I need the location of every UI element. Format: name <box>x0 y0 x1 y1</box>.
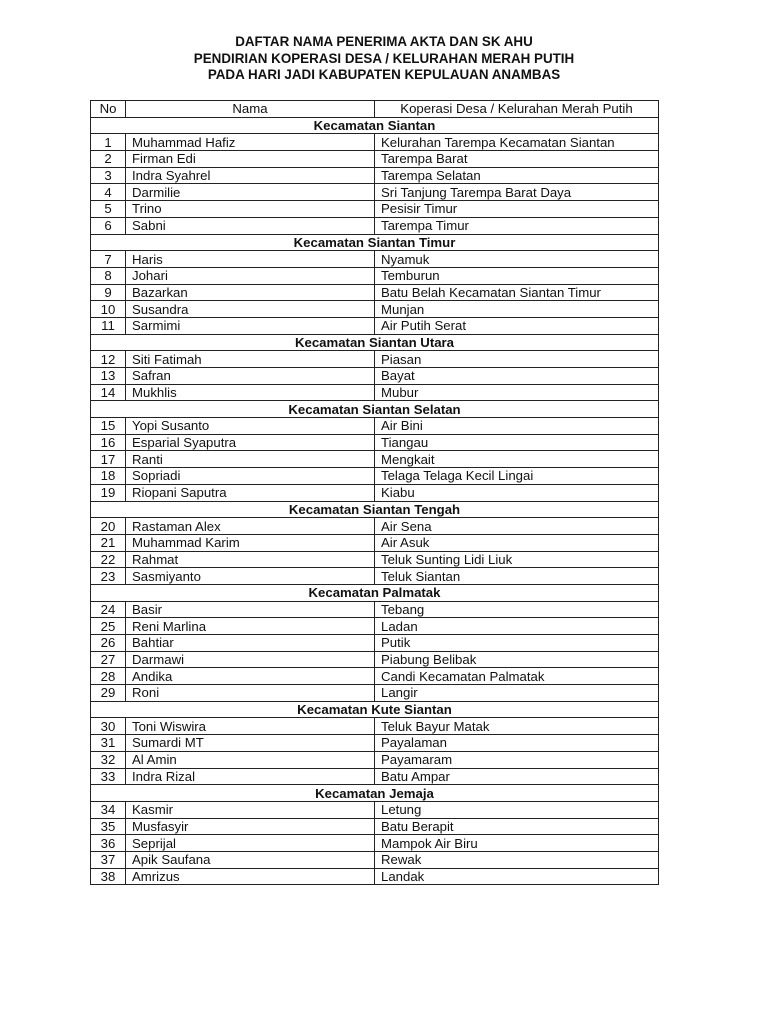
cooperative-name: Nyamuk <box>375 251 659 268</box>
row-number: 7 <box>91 251 126 268</box>
cooperative-name: Batu Berapit <box>375 818 659 835</box>
row-number: 20 <box>91 518 126 535</box>
cooperative-name: Teluk Siantan <box>375 568 659 585</box>
header-no: No <box>91 101 126 118</box>
row-number: 23 <box>91 568 126 585</box>
row-number: 9 <box>91 284 126 301</box>
row-number: 12 <box>91 351 126 368</box>
cooperative-name: Temburun <box>375 267 659 284</box>
recipient-name: Sumardi MT <box>126 735 375 752</box>
cooperative-name: Rewak <box>375 851 659 868</box>
recipient-name: Muhammad Karim <box>126 534 375 551</box>
recipient-name: Roni <box>126 685 375 702</box>
table-row <box>91 468 659 485</box>
row-number: 18 <box>91 468 126 485</box>
table-body <box>91 117 659 885</box>
row-number: 17 <box>91 451 126 468</box>
header-koperasi: Koperasi Desa / Kelurahan Merah Putih <box>375 101 659 118</box>
section-heading: Kecamatan Kute Siantan <box>91 701 659 718</box>
cooperative-name: Mubur <box>375 384 659 401</box>
recipient-name: Al Amin <box>126 751 375 768</box>
document-title <box>0 34 768 84</box>
cooperative-name: Telaga Telaga Kecil Lingai <box>375 468 659 485</box>
table-row <box>91 267 659 284</box>
cooperative-name: Air Sena <box>375 518 659 535</box>
table-row <box>91 284 659 301</box>
table-row <box>91 518 659 535</box>
recipient-name: Reni Marlina <box>126 618 375 635</box>
recipient-name: Sabni <box>126 217 375 234</box>
recipient-name: Trino <box>126 201 375 218</box>
row-number: 21 <box>91 534 126 551</box>
row-number: 10 <box>91 301 126 318</box>
recipient-name: Firman Edi <box>126 151 375 168</box>
table-row <box>91 751 659 768</box>
table-row <box>91 685 659 702</box>
recipient-name: Bahtiar <box>126 635 375 652</box>
row-number: 37 <box>91 851 126 868</box>
table-row <box>91 618 659 635</box>
row-number: 35 <box>91 818 126 835</box>
recipient-name: Sopriadi <box>126 468 375 485</box>
table-row <box>91 668 659 685</box>
cooperative-name: Piabung Belibak <box>375 651 659 668</box>
table-row <box>91 351 659 368</box>
recipient-name: Mukhlis <box>126 384 375 401</box>
table-row <box>91 568 659 585</box>
row-number: 27 <box>91 651 126 668</box>
title-line-2: PENDIRIAN KOPERASI DESA / KELURAHAN MERAH PUTIH <box>193 50 575 66</box>
title-line-1: DAFTAR NAMA PENERIMA AKTA DAN SK AHU <box>235 34 533 49</box>
cooperative-name: Sri Tanjung Tarempa Barat Daya <box>375 184 659 201</box>
recipient-name: Basir <box>126 601 375 618</box>
cooperative-name: Candi Kecamatan Palmatak <box>375 668 659 685</box>
recipient-name: Rahmat <box>126 551 375 568</box>
table-row <box>91 534 659 551</box>
table-row <box>91 451 659 468</box>
row-number: 30 <box>91 718 126 735</box>
table-row <box>91 718 659 735</box>
table-row <box>91 768 659 785</box>
recipient-name: Sarmimi <box>126 317 375 334</box>
cooperative-name: Teluk Sunting Lidi Liuk <box>375 551 659 568</box>
row-number: 24 <box>91 601 126 618</box>
recipient-name: Darmawi <box>126 651 375 668</box>
table-row <box>91 851 659 868</box>
recipient-name: Yopi Susanto <box>126 418 375 435</box>
section-row <box>91 584 659 601</box>
table-row <box>91 317 659 334</box>
row-number: 29 <box>91 685 126 702</box>
row-number: 36 <box>91 835 126 852</box>
row-number: 2 <box>91 151 126 168</box>
cooperative-name: Tarempa Selatan <box>375 167 659 184</box>
table-row <box>91 384 659 401</box>
cooperative-name: Munjan <box>375 301 659 318</box>
table-row <box>91 251 659 268</box>
cooperative-name: Batu Ampar <box>375 768 659 785</box>
table-row <box>91 818 659 835</box>
header-nama: Nama <box>126 101 375 118</box>
recipient-name: Esparial Syaputra <box>126 434 375 451</box>
cooperative-name: Piasan <box>375 351 659 368</box>
recipient-name: Johari <box>126 267 375 284</box>
section-row <box>91 701 659 718</box>
section-heading: Kecamatan Siantan Utara <box>91 334 659 351</box>
recipient-name: Sasmiyanto <box>126 568 375 585</box>
row-number: 14 <box>91 384 126 401</box>
table-row <box>91 651 659 668</box>
table-row <box>91 217 659 234</box>
recipient-name: Siti Fatimah <box>126 351 375 368</box>
row-number: 31 <box>91 735 126 752</box>
cooperative-name: Letung <box>375 801 659 818</box>
row-number: 25 <box>91 618 126 635</box>
recipient-name: Bazarkan <box>126 284 375 301</box>
row-number: 16 <box>91 434 126 451</box>
recipient-name: Haris <box>126 251 375 268</box>
cooperative-name: Air Bini <box>375 418 659 435</box>
cooperative-name: Landak <box>375 868 659 885</box>
cooperative-name: Bayat <box>375 368 659 385</box>
table-row <box>91 484 659 501</box>
section-heading: Kecamatan Palmatak <box>91 584 659 601</box>
table-row <box>91 151 659 168</box>
section-row <box>91 785 659 802</box>
cooperative-name: Air Putih Serat <box>375 317 659 334</box>
section-heading: Kecamatan Siantan Selatan <box>91 401 659 418</box>
row-number: 22 <box>91 551 126 568</box>
section-heading: Kecamatan Siantan Tengah <box>91 501 659 518</box>
recipient-name: Seprijal <box>126 835 375 852</box>
cooperative-name: Kelurahan Tarempa Kecamatan Siantan <box>375 134 659 151</box>
section-heading: Kecamatan Siantan <box>91 117 659 134</box>
recipient-name: Toni Wiswira <box>126 718 375 735</box>
section-row <box>91 234 659 251</box>
cooperative-name: Tarempa Timur <box>375 217 659 234</box>
section-row <box>91 501 659 518</box>
cooperative-name: Ladan <box>375 618 659 635</box>
title-line-3: PADA HARI JADI KABUPATEN KEPULAUAN ANAMBAS <box>207 67 561 83</box>
recipient-name: Darmilie <box>126 184 375 201</box>
section-row <box>91 401 659 418</box>
recipient-name: Ranti <box>126 451 375 468</box>
table-row <box>91 801 659 818</box>
cooperative-name: Putik <box>375 635 659 652</box>
row-number: 38 <box>91 868 126 885</box>
row-number: 5 <box>91 201 126 218</box>
recipient-name: Safran <box>126 368 375 385</box>
cooperative-name: Pesisir Timur <box>375 201 659 218</box>
row-number: 33 <box>91 768 126 785</box>
cooperative-name: Payalaman <box>375 735 659 752</box>
table-row <box>91 551 659 568</box>
cooperative-name: Tiangau <box>375 434 659 451</box>
table-row <box>91 368 659 385</box>
table-row <box>91 601 659 618</box>
row-number: 13 <box>91 368 126 385</box>
section-row <box>91 334 659 351</box>
recipient-name: Susandra <box>126 301 375 318</box>
row-number: 1 <box>91 134 126 151</box>
row-number: 8 <box>91 267 126 284</box>
cooperative-name: Teluk Bayur Matak <box>375 718 659 735</box>
cooperative-name: Mengkait <box>375 451 659 468</box>
cooperative-name: Langir <box>375 685 659 702</box>
cooperative-name: Tarempa Barat <box>375 151 659 168</box>
table-row <box>91 201 659 218</box>
row-number: 34 <box>91 801 126 818</box>
recipient-name: Musfasyir <box>126 818 375 835</box>
row-number: 26 <box>91 635 126 652</box>
table-row <box>91 635 659 652</box>
recipient-name: Amrizus <box>126 868 375 885</box>
row-number: 32 <box>91 751 126 768</box>
cooperative-name: Mampok Air Biru <box>375 835 659 852</box>
table-header <box>91 101 659 118</box>
section-heading: Kecamatan Jemaja <box>91 785 659 802</box>
table-row <box>91 184 659 201</box>
section-row <box>91 117 659 134</box>
cooperative-name: Air Asuk <box>375 534 659 551</box>
table-row <box>91 418 659 435</box>
recipient-name: Indra Syahrel <box>126 167 375 184</box>
recipient-name: Indra Rizal <box>126 768 375 785</box>
row-number: 6 <box>91 217 126 234</box>
row-number: 11 <box>91 317 126 334</box>
cooperative-name: Tebang <box>375 601 659 618</box>
recipient-name: Riopani Saputra <box>126 484 375 501</box>
cooperative-name: Kiabu <box>375 484 659 501</box>
recipient-name: Muhammad Hafiz <box>126 134 375 151</box>
recipient-name: Andika <box>126 668 375 685</box>
row-number: 15 <box>91 418 126 435</box>
header-row <box>91 101 659 118</box>
row-number: 4 <box>91 184 126 201</box>
row-number: 19 <box>91 484 126 501</box>
row-number: 3 <box>91 167 126 184</box>
cooperative-name: Batu Belah Kecamatan Siantan Timur <box>375 284 659 301</box>
table-row <box>91 868 659 885</box>
table-row <box>91 434 659 451</box>
table-row <box>91 301 659 318</box>
recipient-name: Apik Saufana <box>126 851 375 868</box>
row-number: 28 <box>91 668 126 685</box>
recipient-name: Rastaman Alex <box>126 518 375 535</box>
table-row <box>91 735 659 752</box>
recipient-table <box>90 100 659 885</box>
cooperative-name: Payamaram <box>375 751 659 768</box>
section-heading: Kecamatan Siantan Timur <box>91 234 659 251</box>
table-row <box>91 167 659 184</box>
recipient-name: Kasmir <box>126 801 375 818</box>
table-row <box>91 134 659 151</box>
table-row <box>91 835 659 852</box>
